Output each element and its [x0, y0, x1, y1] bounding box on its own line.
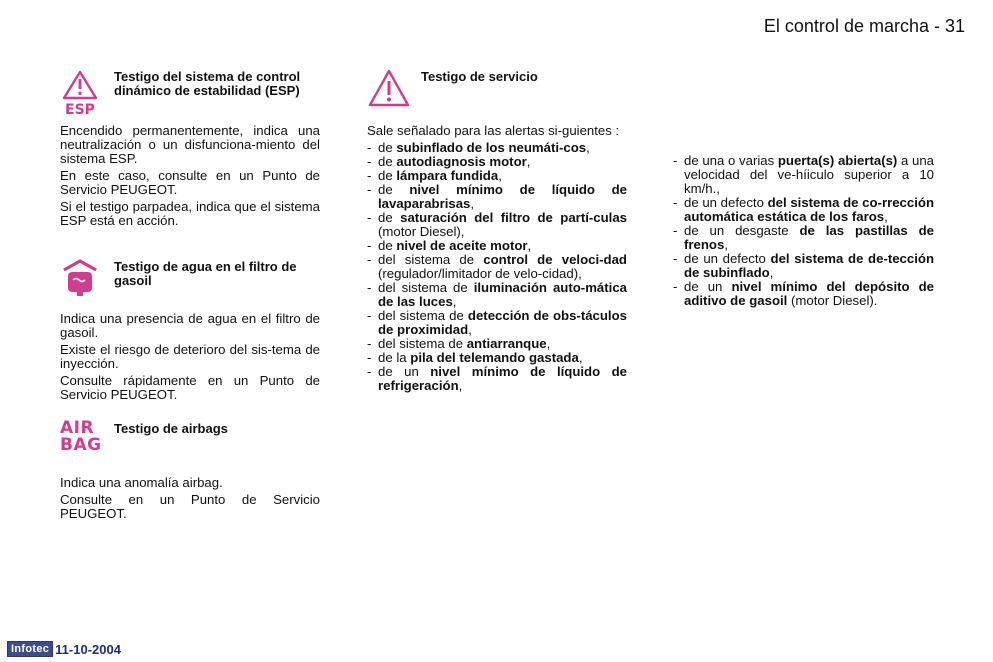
list-item-highlight: nivel mínimo de líquido de lavaparabrisas: [378, 182, 628, 211]
esp-warning-block: [60, 68, 320, 124]
list-item: [673, 252, 934, 280]
esp-warning-title: Testigo del sistema de control dinámico de estabilidad (ESP): [114, 69, 301, 98]
list-item-highlight: nivel mínimo del depósito de aditivo de gasoil: [684, 279, 934, 308]
list-item-text: ,: [470, 196, 475, 211]
water-paragraph: Consulte rápidamente en un Punto de Servicio PEUGEOT.: [60, 373, 320, 402]
water-paragraph: Indica una presencia de agua en el filtro de gasoil.: [60, 311, 320, 340]
list-item-text: (motor Diesel).: [787, 293, 878, 308]
list-item: [367, 169, 627, 183]
airbag-icon-line: AIR: [60, 418, 95, 438]
list-item-text: de un: [684, 279, 732, 294]
list-item: [673, 196, 934, 224]
infotec-logo: Infotec: [7, 641, 53, 657]
footer-date: 11-10-2004: [55, 641, 121, 657]
column-right: [673, 154, 934, 308]
list-item-text: ,: [527, 238, 532, 253]
water-filter-warning-title: Testigo de agua en el filtro de gasoil: [114, 259, 297, 288]
airbag-warning-block: [60, 420, 320, 476]
list-item-highlight: pila del telemando gastada: [410, 350, 579, 365]
airbag-paragraph: Consulte en un Punto de Servicio PEUGEOT.: [60, 492, 320, 521]
list-item-text: a una velocidad del ve-híiculo superior a 10 km/h.,: [684, 153, 934, 196]
list-item-highlight: saturación del filtro de partí-culas: [400, 210, 627, 225]
list-item-text: del sistema de: [378, 252, 484, 267]
list-item-text: de: [378, 238, 397, 253]
list-item: [673, 224, 934, 252]
list-item-text: ,: [724, 237, 728, 252]
list-item-text: de un defecto: [684, 251, 771, 266]
list-item-highlight: subinflado de los neumáti-cos: [396, 140, 587, 155]
column-left: [60, 68, 320, 524]
water-filter-warning-block: [60, 258, 320, 312]
service-warning-block: [367, 68, 627, 124]
list-item-text: ,: [458, 378, 463, 393]
list-item-highlight: del sistema de co-rrección automática estática de los faros: [684, 195, 934, 224]
list-item-highlight: detección de obs-táculos de proximidad: [378, 308, 627, 337]
list-item-highlight: puerta(s) abierta(s): [777, 153, 898, 168]
list-item: [367, 141, 627, 155]
list-item-highlight: nivel mínimo de líquido de refrigeración: [378, 364, 627, 393]
list-item-text: ,: [526, 154, 531, 169]
list-item-highlight: autodiagnosis motor: [396, 154, 527, 169]
list-item-text: ,: [578, 350, 583, 365]
water-in-fuel-filter-icon: [60, 258, 114, 301]
airbag-icon-line: BAG: [60, 435, 102, 455]
list-item-text: ,: [498, 168, 502, 183]
list-item-highlight: del sistema de de-tección de subinflado: [684, 251, 934, 280]
airbag-paragraph: Indica una anomalía airbag.: [60, 475, 223, 490]
esp-warning-icon: [60, 68, 114, 119]
list-item-text: del sistema de: [378, 280, 474, 295]
list-item-highlight: de las pastillas de frenos: [684, 223, 934, 252]
list-item-text: de un defecto: [684, 195, 768, 210]
service-alert-list: [367, 141, 627, 393]
column-middle: [367, 68, 627, 393]
service-warning-title: Testigo de servicio: [421, 69, 538, 84]
list-item-text: de: [378, 210, 401, 225]
service-intro: Sale señalado para las alertas si-guientes :: [367, 123, 620, 138]
list-item: [367, 211, 627, 239]
list-item: [367, 253, 627, 281]
list-item-text: (regulador/limitador de velo-cidad),: [378, 266, 582, 281]
page-title: El control de marcha - 31: [763, 16, 965, 36]
list-item: [367, 239, 627, 253]
service-warning-icon: [367, 68, 421, 113]
list-item-text: del sistema de: [378, 308, 468, 323]
list-item-text: de un desgaste: [684, 223, 800, 238]
list-item-text: ,: [452, 294, 457, 309]
list-item-text: de un: [378, 364, 431, 379]
list-item: [367, 365, 627, 393]
water-paragraph: Existe el riesgo de deterioro del sis-tema de inyección.: [60, 342, 320, 371]
list-item-text: (motor Diesel),: [378, 224, 465, 239]
list-item: [367, 351, 627, 365]
esp-paragraph: En este caso, consulte en un Punto de Servicio PEUGEOT.: [60, 168, 320, 197]
list-item-text: ,: [468, 322, 472, 337]
list-item: [673, 280, 934, 308]
list-item: [367, 337, 627, 351]
list-item: [367, 309, 627, 337]
service-alert-list-continued: [673, 154, 934, 308]
list-item-text: de la: [378, 350, 411, 365]
list-item-highlight: iluminación auto-mática de las luces: [378, 280, 627, 309]
list-item: [367, 281, 627, 309]
airbag-icon: [60, 420, 114, 454]
airbag-warning-title: Testigo de airbags: [114, 421, 228, 436]
esp-icon-label: ESP: [65, 102, 95, 116]
list-item-text: ,: [586, 140, 590, 155]
esp-paragraph: Si el testigo parpadea, indica que el sistema ESP está en acción.: [60, 199, 320, 228]
esp-paragraph: Encendido permanentemente, indica una neutralización o un disfunciona-miento del sistema ESP.: [60, 123, 320, 166]
footer: [7, 641, 121, 657]
list-item: [367, 155, 627, 169]
list-item-highlight: nivel de aceite motor: [396, 238, 528, 253]
list-item-highlight: control de veloci-dad: [483, 252, 627, 267]
list-item-text: ,: [769, 265, 774, 280]
list-item-text: ,: [884, 209, 888, 224]
list-item-highlight: antiarranque: [466, 336, 547, 351]
list-item-text: de una o varias: [684, 153, 778, 168]
list-item-text: de: [378, 182, 410, 197]
list-item-text: de: [378, 168, 397, 183]
list-item: [367, 183, 627, 211]
list-item: [673, 154, 934, 196]
list-item-text: de: [378, 140, 397, 155]
list-item-text: del sistema de: [378, 336, 467, 351]
list-item-highlight: lámpara fundida: [396, 168, 499, 183]
list-item-text: de: [378, 154, 397, 169]
list-item-text: ,: [546, 336, 551, 351]
